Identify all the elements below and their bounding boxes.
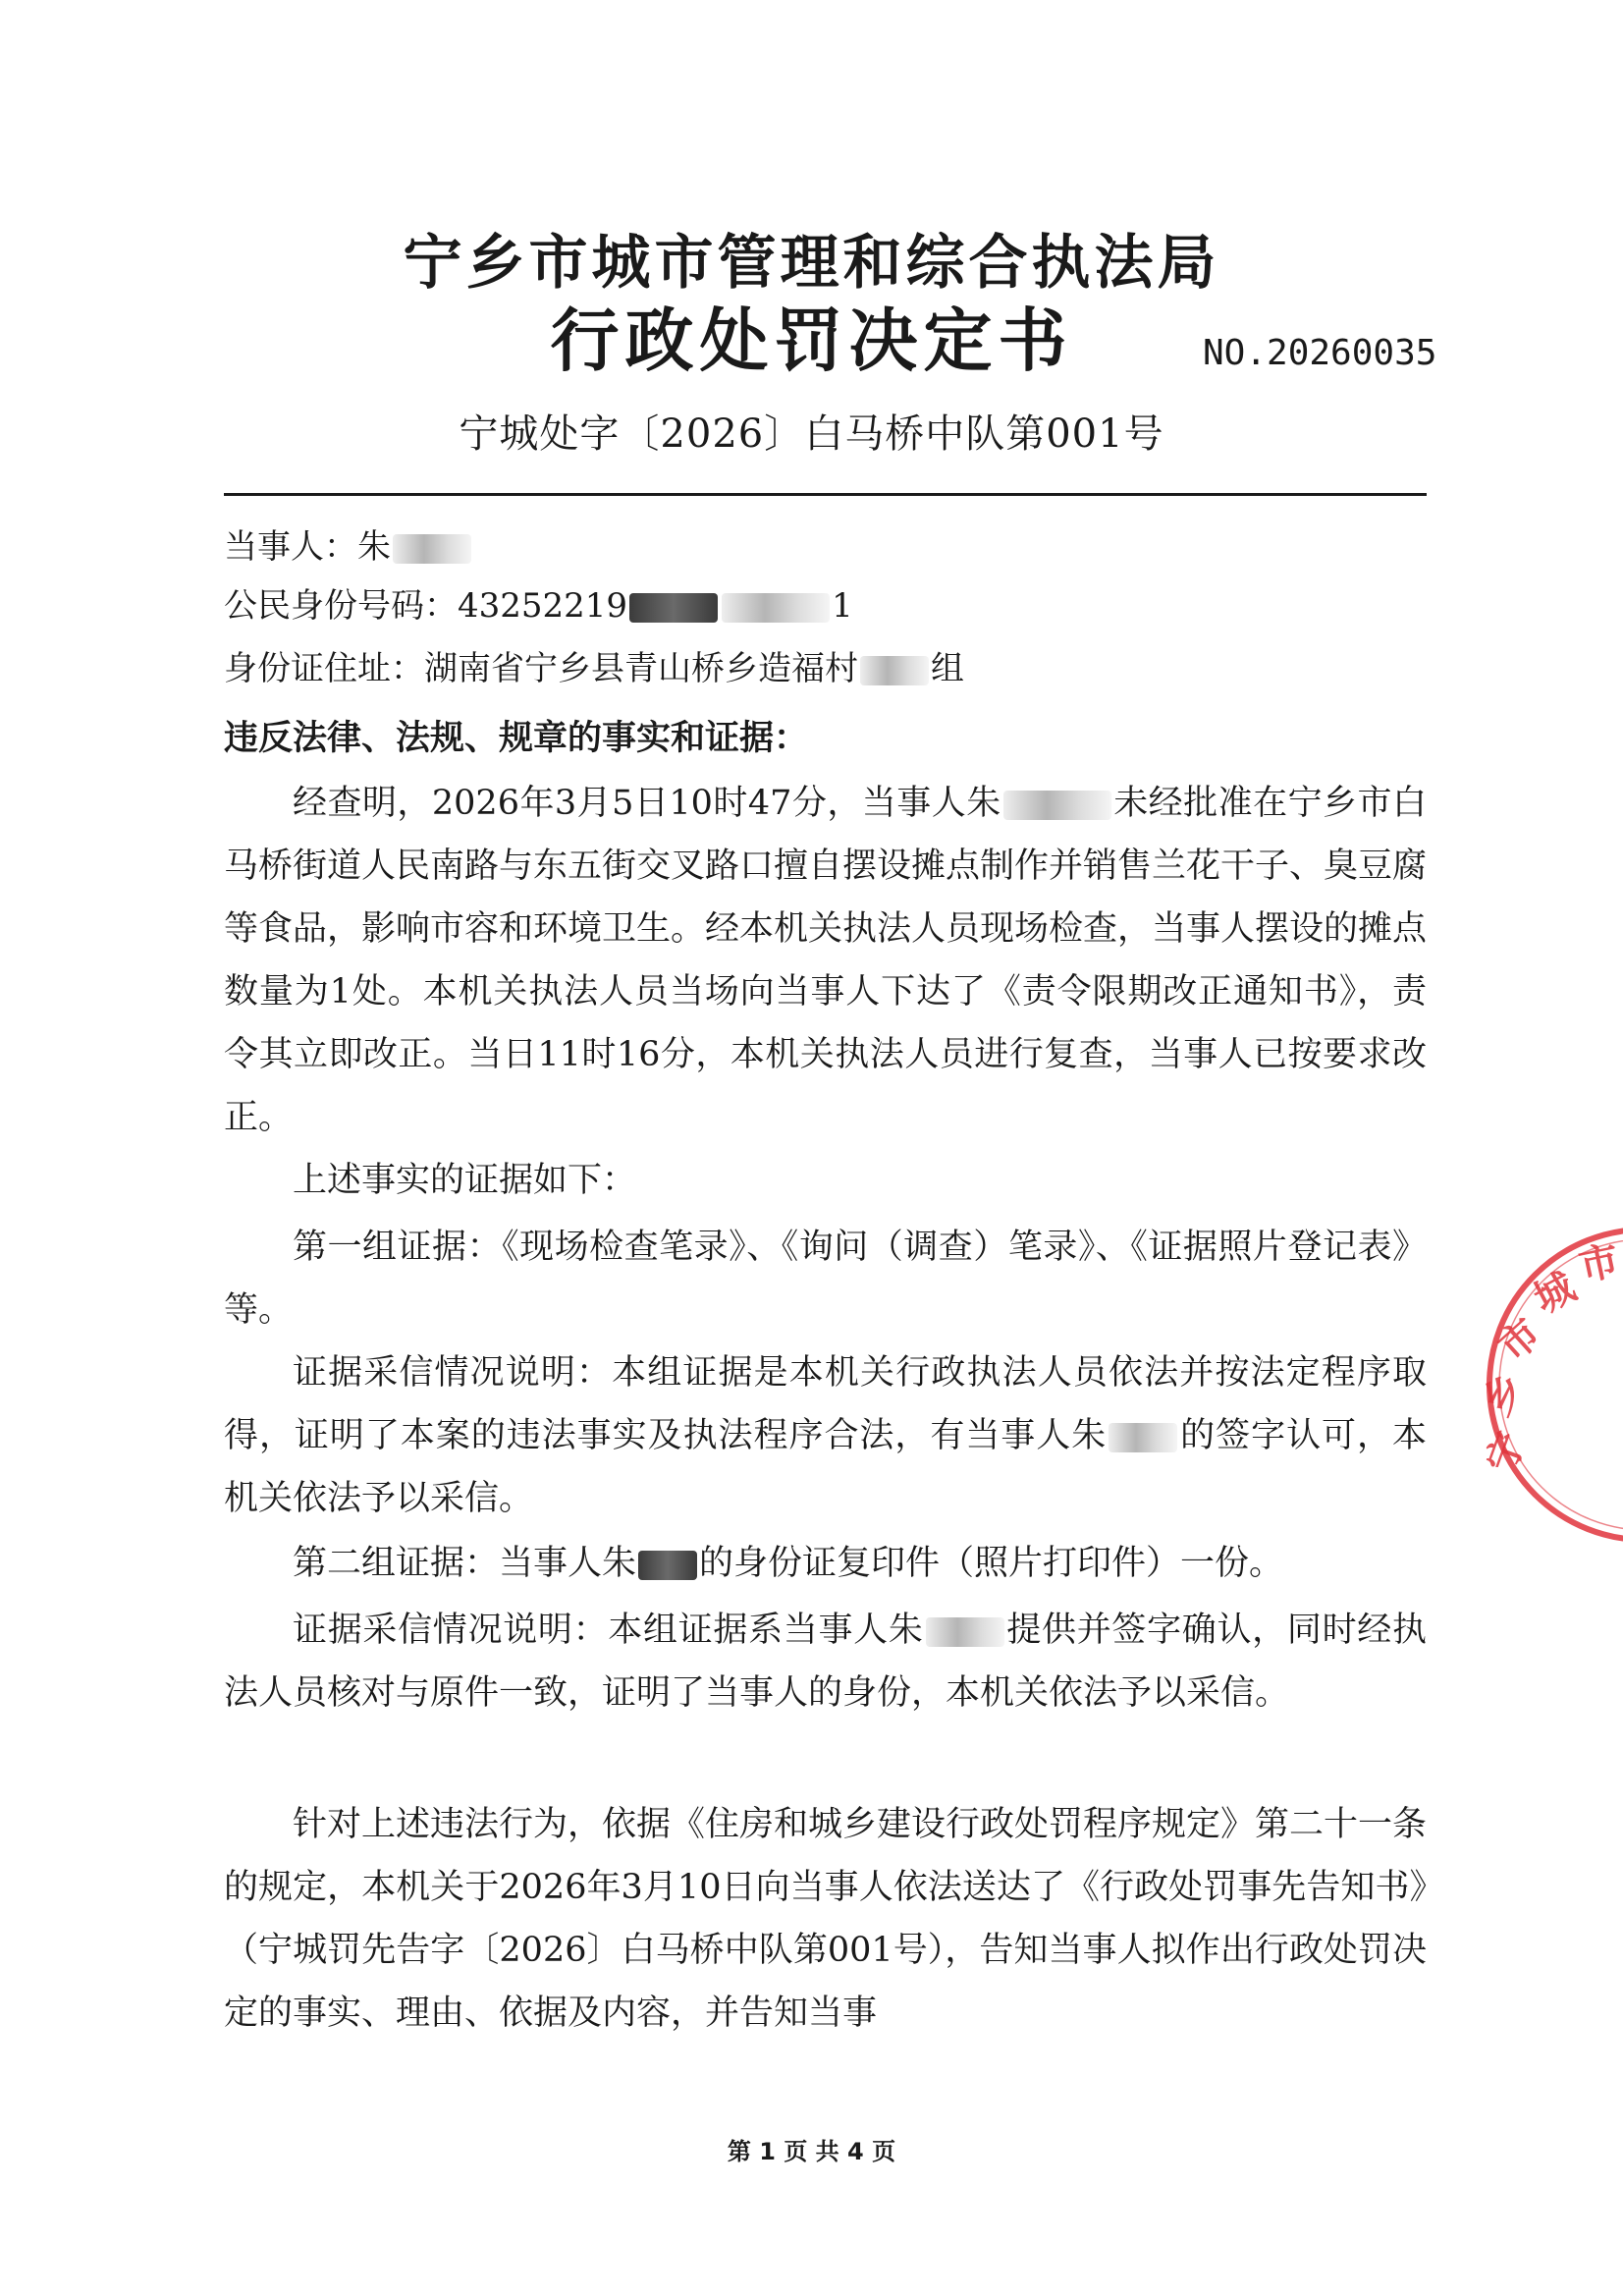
svg-text:宁: 宁 — [1478, 1425, 1536, 1479]
party-name: 朱 — [357, 527, 391, 567]
evidence-intro: 上述事实的证据如下： — [293, 1161, 637, 1200]
evidence-text: 证据采信情况说明：本组证据系当事人朱 — [293, 1611, 924, 1650]
official-seal-icon — [1473, 1208, 1623, 1561]
evidence-note-2 — [224, 1599, 1427, 1724]
case-number: 宁城处字〔2026〕白马桥中队第001号 — [459, 411, 1164, 457]
party-id-line — [224, 581, 853, 630]
redaction-mask — [722, 593, 830, 623]
facts-text: 未经批准在宁乡市白马桥街道人民南路与东五街交叉路口擅自摆设摊点制作并销售兰花干子、臭豆腐等食品，影响市容和环境卫生。经本机关执法人员现场检查，当事人摆设的摊点数量为1处。本机关执法人员当场向当事人下达了《责令限期改正通知书》，责令其立即改正。当日11时16分，本机关执法人员进行复查，当事人已按要求改正。 — [224, 784, 1428, 1137]
evidence-note-1 — [224, 1341, 1427, 1530]
party-address-label: 身份证住址： — [224, 649, 424, 688]
redaction-mask — [860, 656, 929, 685]
party-id-end: 1 — [832, 586, 853, 626]
evidence-group-1: 第一组证据：《现场检查笔录》、《询问（调查）笔录》、《证据照片登记表》等。 — [224, 1228, 1427, 1330]
svg-text:市: 市 — [1575, 1236, 1623, 1290]
facts-paragraph-1 — [224, 772, 1427, 1149]
party-address-line — [224, 644, 964, 693]
facts-text: 经查明，2026年3月5日10时47分，当事人朱 — [293, 784, 1001, 823]
page-number: 第 1 页 共 4 页 — [727, 2138, 896, 2165]
svg-text:城: 城 — [1526, 1263, 1584, 1323]
header-divider — [224, 493, 1427, 496]
procedure-paragraph: 针对上述违法行为，依据《住房和城乡建设行政处罚程序规定》第二十一条的规定，本机关于2026年3月10日向当事人依法送达了《行政处罚事先告知书》（宁城罚先告字〔2026〕白马桥中队第001号），告知当事人拟作出行政处罚决定的事实、理由、依据及内容，并告知当事 — [224, 1805, 1428, 2033]
redaction-mask — [638, 1551, 697, 1580]
evidence-text: 的签字认可，本机关依法予以采信。 — [224, 1416, 1427, 1518]
party-address-end: 组 — [931, 649, 964, 688]
svg-text:市: 市 — [1489, 1309, 1550, 1371]
authority-title: 宁乡市城市管理和综合执法局 — [403, 229, 1220, 298]
redaction-mask — [1003, 791, 1111, 820]
evidence-group-2 — [224, 1532, 1427, 1595]
party-name-line — [224, 522, 473, 572]
redaction-mask — [926, 1617, 1004, 1647]
party-address: 湖南省宁乡县青山桥乡造福村 — [424, 649, 858, 688]
document-number: NO.20260035 — [1203, 333, 1437, 373]
svg-text:乡: 乡 — [1473, 1365, 1534, 1424]
facts-heading: 违反法律、法规、规章的事实和证据： — [224, 718, 809, 758]
redaction-mask — [1109, 1423, 1177, 1452]
party-id-label: 公民身份号码： — [224, 586, 458, 626]
party-id-start: 43252219 — [458, 586, 628, 626]
evidence-text: 提供并签字确认，同时经执法人员核对与原件一致，证明了当事人的身份，本机关依法予以采信。 — [224, 1611, 1427, 1713]
redaction-mask — [629, 593, 718, 623]
evidence-text: 第二组证据：当事人朱 — [293, 1544, 637, 1583]
evidence-text: 证据采信情况说明：本组证据是本机关行政执法人员依法并按法定程序取得，证明了本案的违法事实及执法程序合法，有当事人朱 — [224, 1353, 1427, 1455]
evidence-text: 的身份证复印件（照片打印件）一份。 — [699, 1544, 1284, 1583]
document-title: 行政处罚决定书 — [550, 300, 1073, 381]
party-name-label: 当事人： — [224, 527, 357, 567]
redaction-mask — [393, 534, 471, 564]
